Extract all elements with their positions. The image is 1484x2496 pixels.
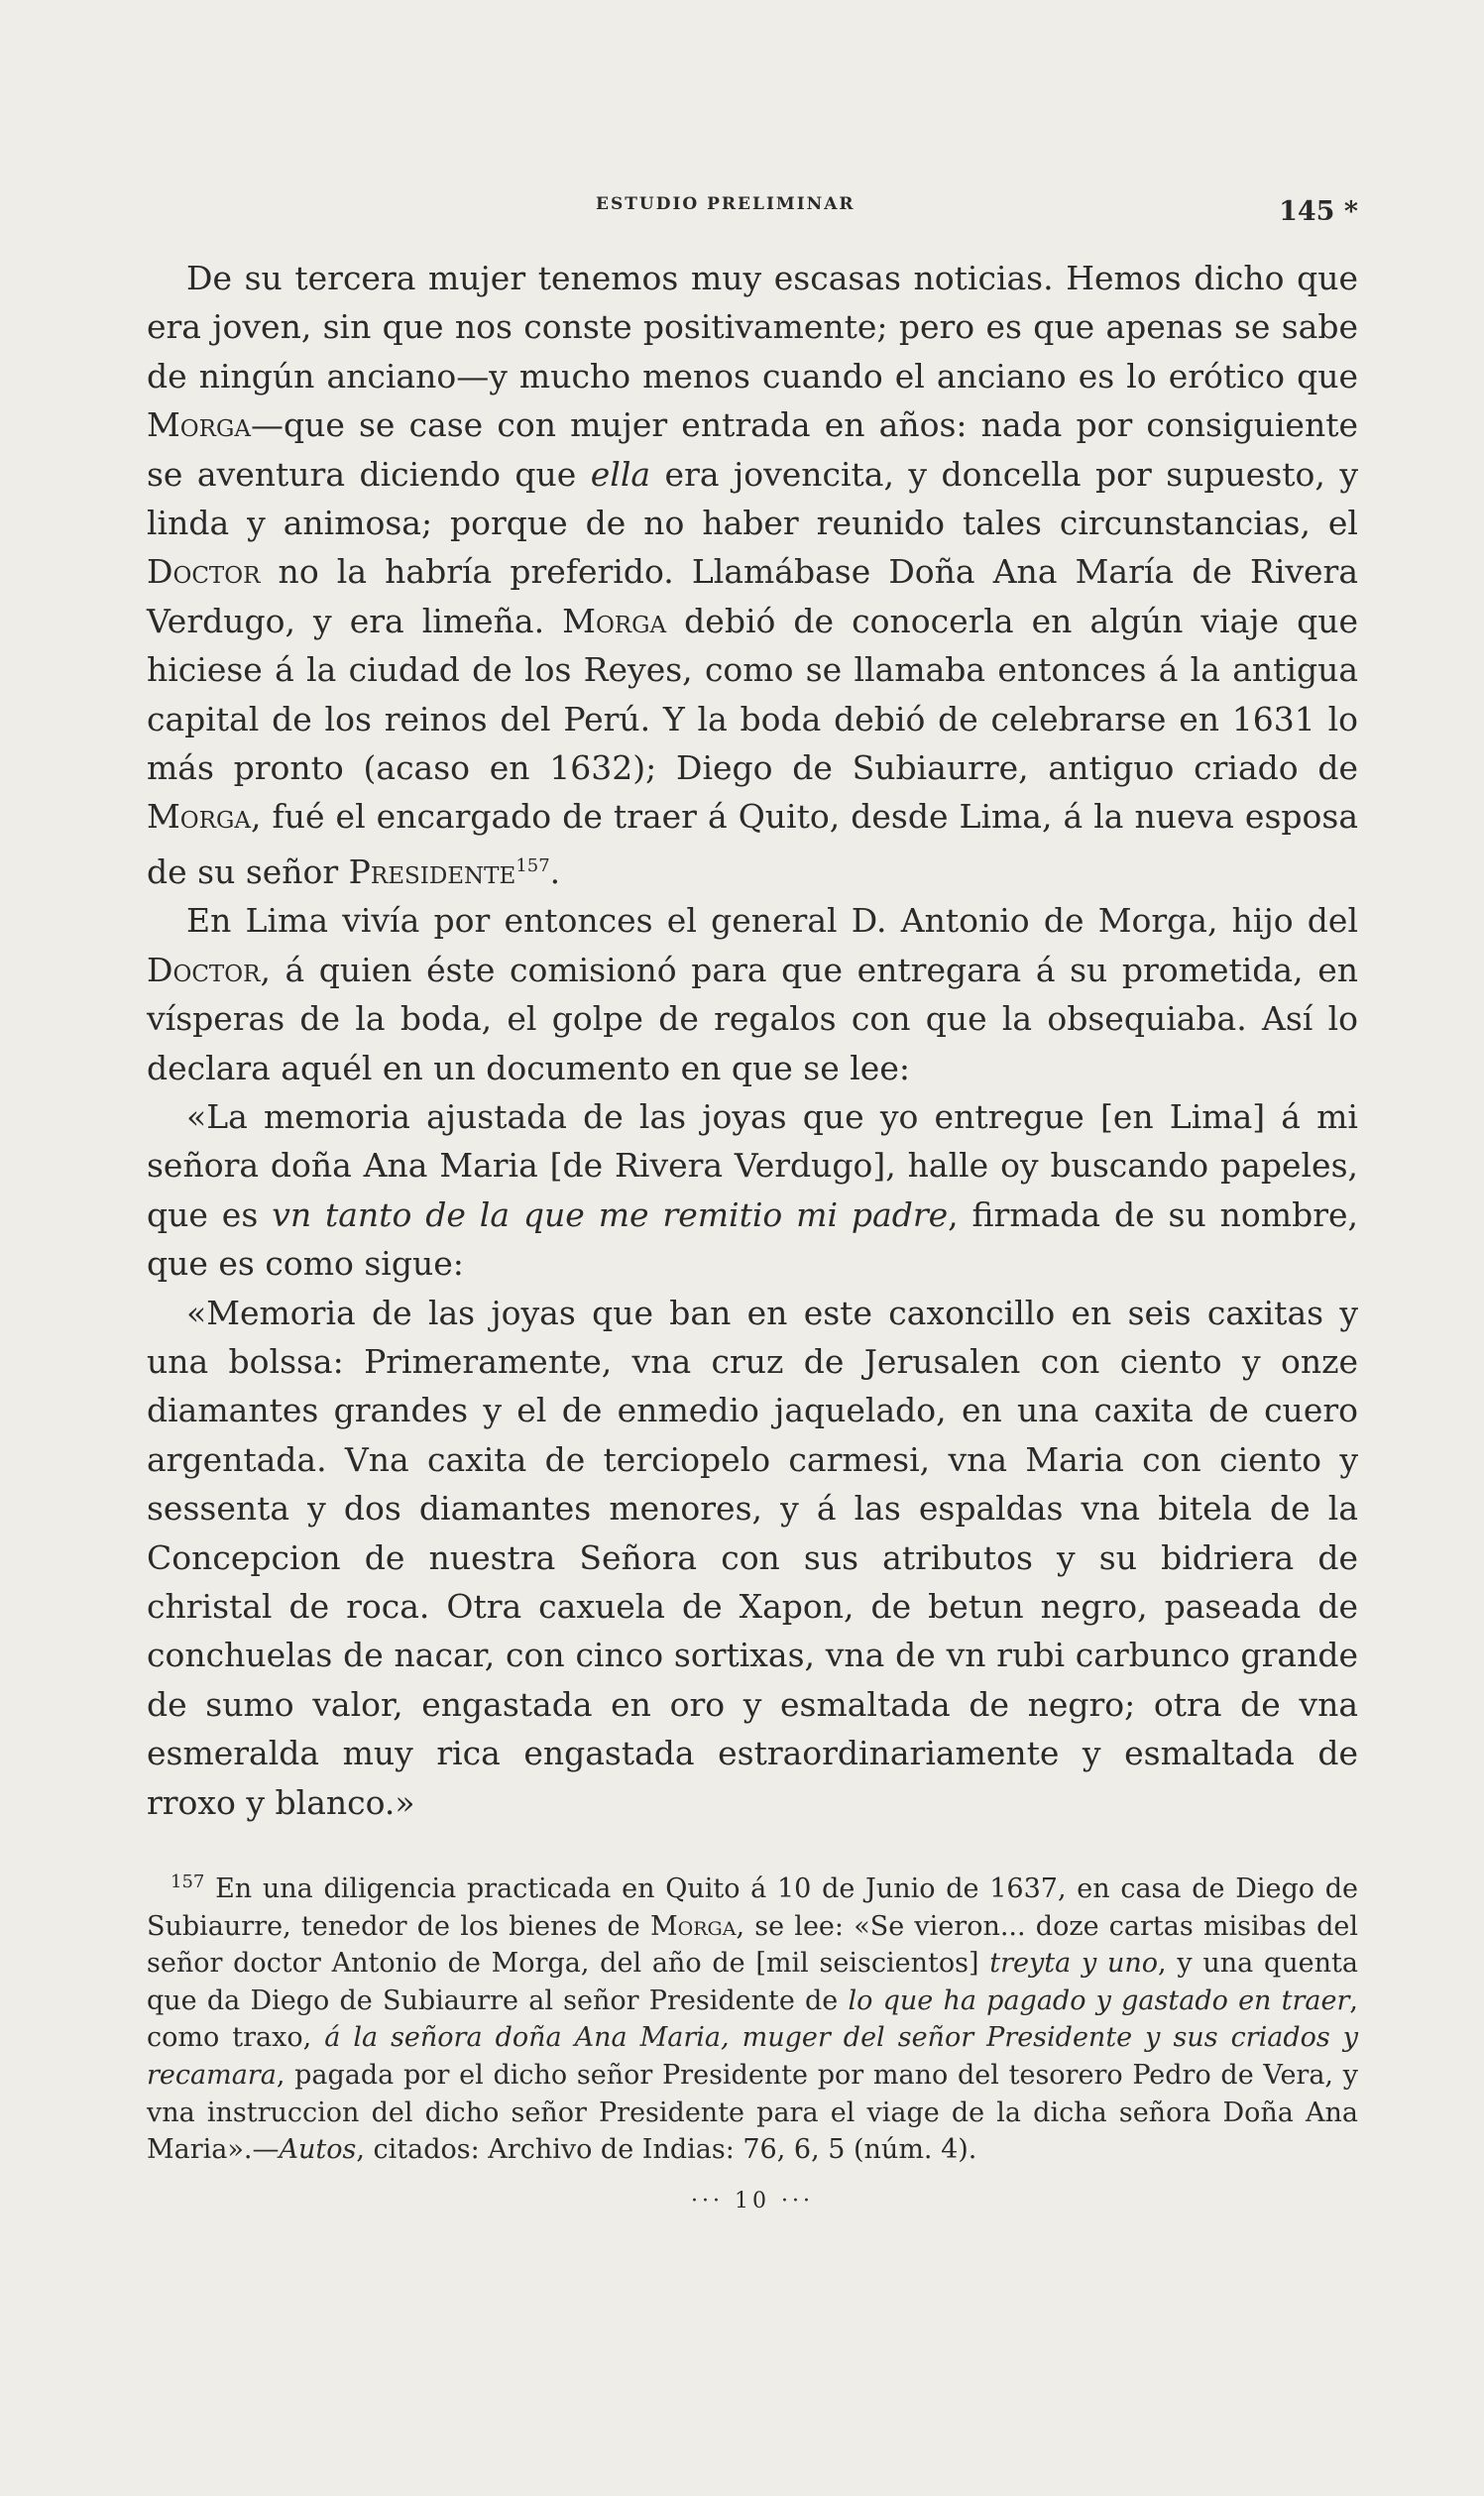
italic-phrase: lo que ha pagado y gastado en traer bbox=[848, 1985, 1350, 2016]
text-run: , y una quenta que da Diego de Subiaurre al señor Presidente de bbox=[147, 1948, 1358, 2016]
text-run: , pagada por el dicho señor Presidente por mano del tesorero Pedro de Vera, y vna instruccion del dicho señor Presidente para el viage de la dicha señora Doña Ana Maria».— bbox=[147, 2059, 1358, 2166]
quotation bbox=[147, 1092, 1358, 1289]
italic-phrase: á la señora doña Ana Maria, muger del señor Presidente y sus criados y recamara bbox=[147, 2022, 1358, 2091]
text-run: , como traxo, bbox=[147, 1985, 1358, 2054]
running-title: ESTUDIO PRELIMINAR bbox=[596, 194, 856, 214]
title-small-caps: Doctor bbox=[147, 950, 261, 989]
text-run: debió de conocerla en algún viaje que hiciese á la ciudad de los Reyes, como se llamaba entonces á la antigua capital de los reinos del Perú. Y la boda debió de celebrarse en 1631 lo más pronto (acaso en 1632); Diego de Subiaurre, antiguo criado de bbox=[147, 601, 1358, 788]
title-small-caps: Doctor bbox=[147, 552, 261, 592]
footnote bbox=[147, 1864, 1358, 2169]
footnote-reference[interactable]: 157 bbox=[515, 854, 550, 876]
quotation: «Memoria de las joyas que ban en este caxoncillo en seis caxitas y una bolssa: Primeramente, vna cruz de Jerusalen con ciento y onze diamantes grandes y el de enmedio jaquelado, en una caxita de cuero argentada. Vna caxita de terciopelo carmesi, vna Maria con ciento y sessenta y dos diamantes menores, y á las espaldas vna bitela de la Concepcion de nuestra Señora con sus atributos y su bidriera de christal de roca. Otra caxuela de Xapon, de betun negro, paseada de conchuelas de nacar, con cinco sortixas, vna de vn rubi carbunco grande de sumo valor, engastada en oro y esmaltada de negro; otra de vna esmeralda muy rica engastada estraordinariamente y esmaltada de rroxo y blanco.» bbox=[147, 1293, 1358, 1822]
footnote-text bbox=[147, 1864, 1358, 2169]
text-run: , se lee: «Se vieron... doze cartas misibas del señor doctor Antonio de Morga, del año de [mil seiscientos] bbox=[147, 1910, 1358, 1980]
footnote-number: 157 bbox=[171, 1872, 205, 1892]
text-run: «La memoria ajustada de las joyas que yo entregue [en Lima] á mi señora doña Ana Maria [de Rivera Verdugo], halle oy buscando papeles, que es bbox=[147, 1096, 1358, 1234]
italic-phrase: Autos bbox=[279, 2134, 357, 2166]
italic-word: ella bbox=[590, 454, 651, 494]
paragraph bbox=[147, 254, 1358, 896]
signature-folio: ··· 10 ··· bbox=[691, 2189, 814, 2213]
text-run: En Lima vivía por entonces el general D. Antonio de Morga, hijo del bbox=[186, 901, 1358, 941]
name-small-caps: Morga bbox=[650, 1910, 737, 1942]
paragraph bbox=[147, 896, 1358, 1092]
text-run: no la habría preferido. Llamábase Doña Ana María de Rivera Verdugo, y era limeña. bbox=[147, 552, 1358, 640]
text-run: En una diligencia practicada en Quito á 10 de Junio de 1637, en casa de Diego de Subiaurre, tenedor de los bienes de bbox=[147, 1873, 1358, 1942]
text-run: , fué el encargado de traer á Quito, desde Lima, á la nueva esposa de su señor bbox=[147, 797, 1358, 891]
italic-phrase: vn tanto de la que me remitio mi padre bbox=[272, 1194, 949, 1234]
name-small-caps: Morga bbox=[147, 797, 251, 837]
text-run: . bbox=[549, 851, 561, 891]
body-text bbox=[147, 254, 1358, 1827]
name-small-caps: Morga bbox=[147, 405, 251, 445]
title-small-caps: Presidente bbox=[348, 851, 516, 891]
text-run: , firmada de su nombre, que es como sigue: bbox=[147, 1194, 1358, 1284]
text-run: , á quien éste comisionó para que entregara á su prometida, en vísperas de la boda, el golpe de regalos con que la obsequiaba. Así lo declara aquél en un documento en que se lee: bbox=[147, 950, 1358, 1087]
text-run: De su tercera mujer tenemos muy escasas noticias. Hemos dicho que era joven, sin que nos conste positivamente; pero es que apenas se sabe de ningún anciano—y mucho menos cuando el anciano es lo erótico que bbox=[147, 259, 1358, 396]
running-head bbox=[147, 194, 1358, 234]
name-small-caps: Morga bbox=[562, 601, 667, 640]
italic-phrase: treyta y uno bbox=[989, 1948, 1158, 1980]
page-number: 145 * bbox=[1279, 196, 1358, 227]
text-run: —que se case con mujer entrada en años: nada por consiguiente se aventura diciendo que bbox=[147, 405, 1358, 494]
text-run: era jovencita, y doncella por supuesto, y linda y animosa; porque de no haber reunido tales circunstancias, el bbox=[147, 454, 1358, 543]
text-run: , citados: Archivo de Indias: 76, 6, 5 (núm. 4). bbox=[356, 2134, 977, 2166]
